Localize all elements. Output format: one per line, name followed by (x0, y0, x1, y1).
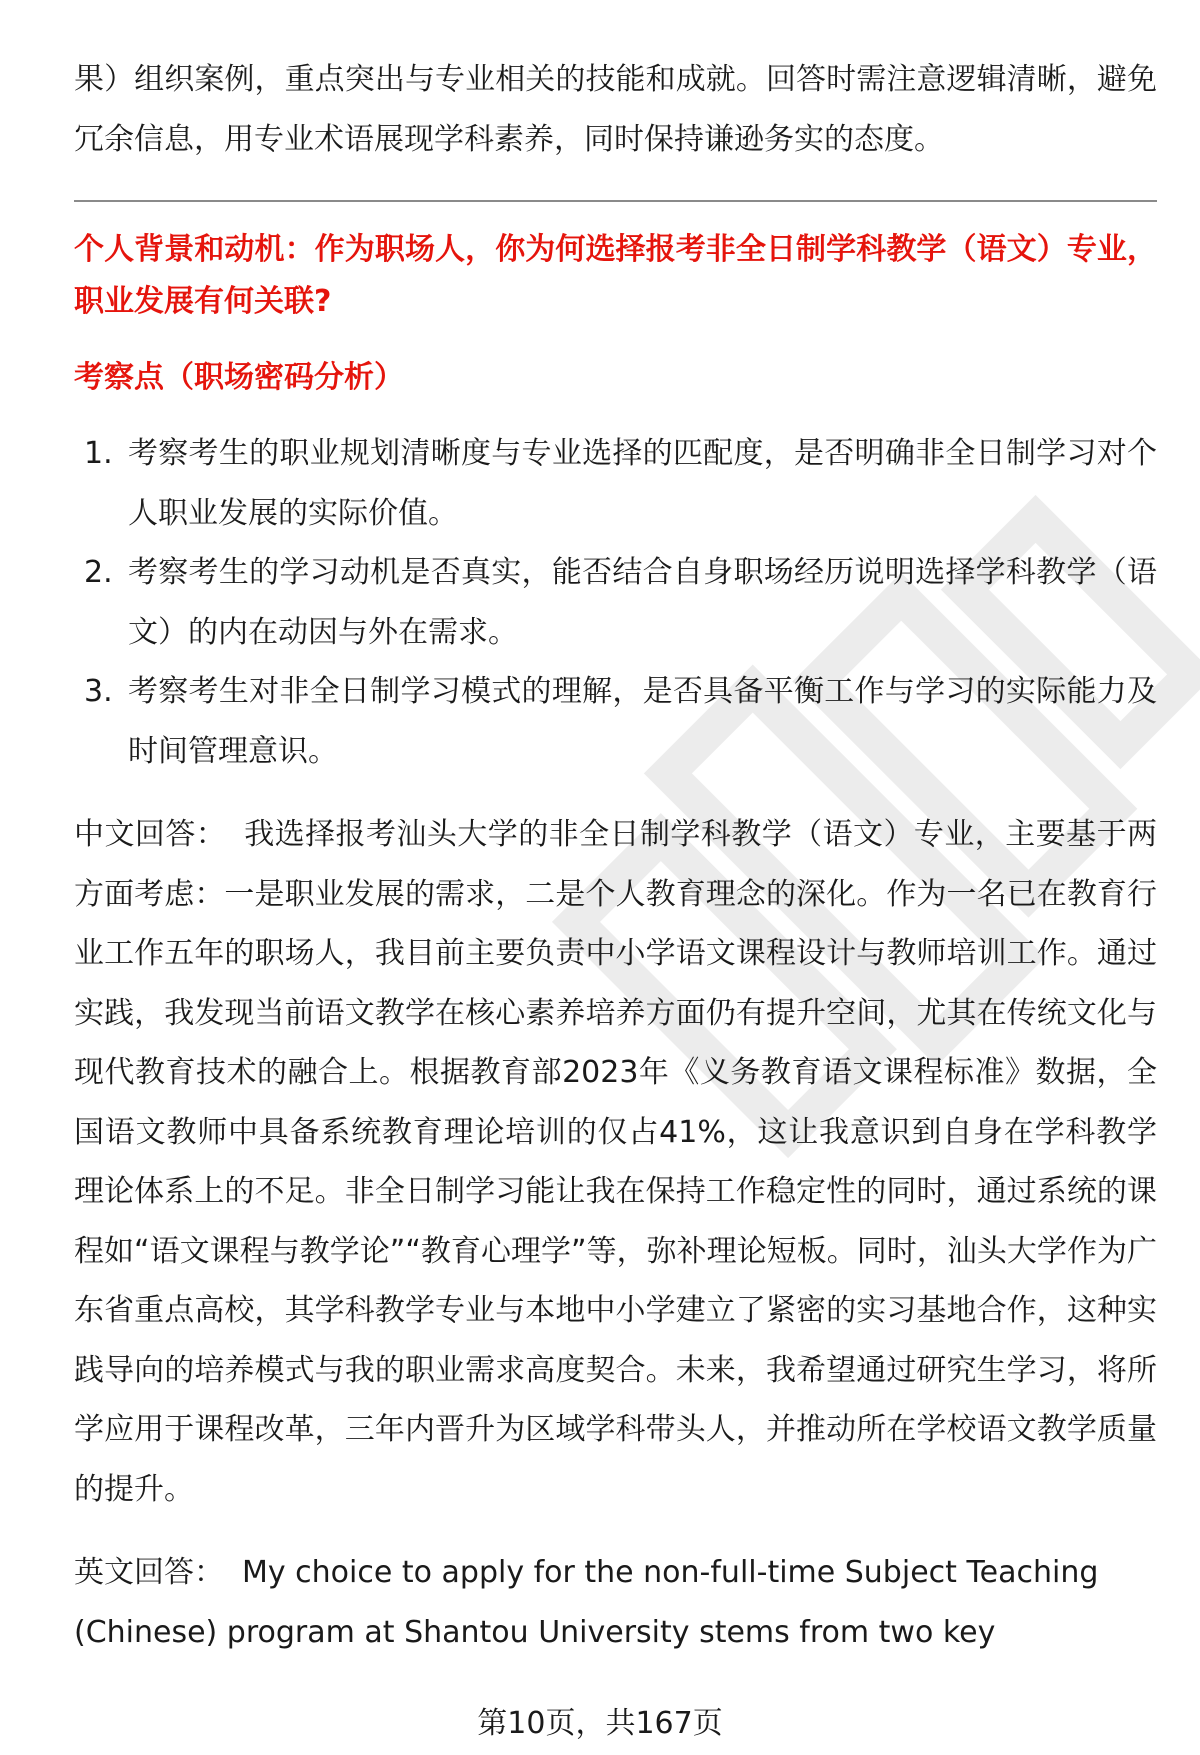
english-answer-text: My choice to apply for the non-full-time Subject Teaching (Chinese) program at Shantou University stems from two key (74, 1555, 1099, 1650)
list-item-number: 2. (84, 555, 113, 590)
list-item-number: 1. (84, 436, 113, 471)
list-item (74, 543, 1157, 662)
list-item-text: 考察考生对非全日制学习模式的理解，是否具备平衡工作与学习的实际能力及时间管理意识。 (128, 674, 1157, 769)
english-answer-label: 英文回答： (74, 1555, 224, 1590)
list-item-text: 考察考生的职业规划清晰度与专业选择的匹配度，是否明确非全日制学习对个人职业发展的实际价值。 (128, 436, 1157, 531)
list-item-text: 考察考生的学习动机是否真实，能否结合自身职场经历说明选择学科教学（语文）的内在动因与外在需求。 (128, 555, 1157, 650)
list-item (74, 662, 1157, 781)
chinese-answer-label: 中文回答： (74, 817, 227, 852)
section-divider (74, 200, 1157, 202)
list-item-number: 3. (84, 674, 113, 709)
question-heading: 个人背景和动机：作为职场人，你为何选择报考非全日制学科教学（语文）专业，职业发展有何关联? (74, 232, 1157, 319)
chinese-answer-text: 我选择报考汕头大学的非全日制学科教学（语文）专业，主要基于两方面考虑：一是职业发展的需求，二是个人教育理念的深化。作为一名已在教育行业工作五年的职场人，我目前主要负责中小学语文课程设计与教师培训工作。通过实践，我发现当前语文教学在核心素养培养方面仍有提升空间，尤其在传统文化与现代教育技术的融合上。根据教育部2023年《义务教育语文课程标准》数据，全国语文教师中具备系统教育理论培训的仅占41%，这让我意识到自身在学科教学理论体系上的不足。非全日制学习能让我在保持工作稳定性的同时，通过系统的课程如“语文课程与教学论”“教育心理学”等，弥补理论短板。同时，汕头大学作为广东省重点高校，其学科教学专业与本地中小学建立了紧密的实习基地合作，这种实践导向的培养模式与我的职业需求高度契合。未来，我希望通过研究生学习，将所学应用于课程改革，三年内晋升为区域学科带头人，并推动所在学校语文教学质量的提升。 (74, 817, 1158, 1507)
points-title: 考察点（职场密码分析） (74, 360, 404, 395)
list-item (74, 424, 1157, 543)
assessment-points-list (74, 424, 1157, 781)
chinese-answer (74, 805, 1157, 1519)
intro-paragraph: 果）组织案例，重点突出与专业相关的技能和成就。回答时需注意逻辑清晰，避免冗余信息，用专业术语展现学科素养，同时保持谦逊务实的态度。 (74, 62, 1157, 157)
document-page (74, 50, 1157, 1662)
english-answer (74, 1543, 1157, 1662)
page-number-footer: 第10页，共167页 (477, 1706, 723, 1741)
